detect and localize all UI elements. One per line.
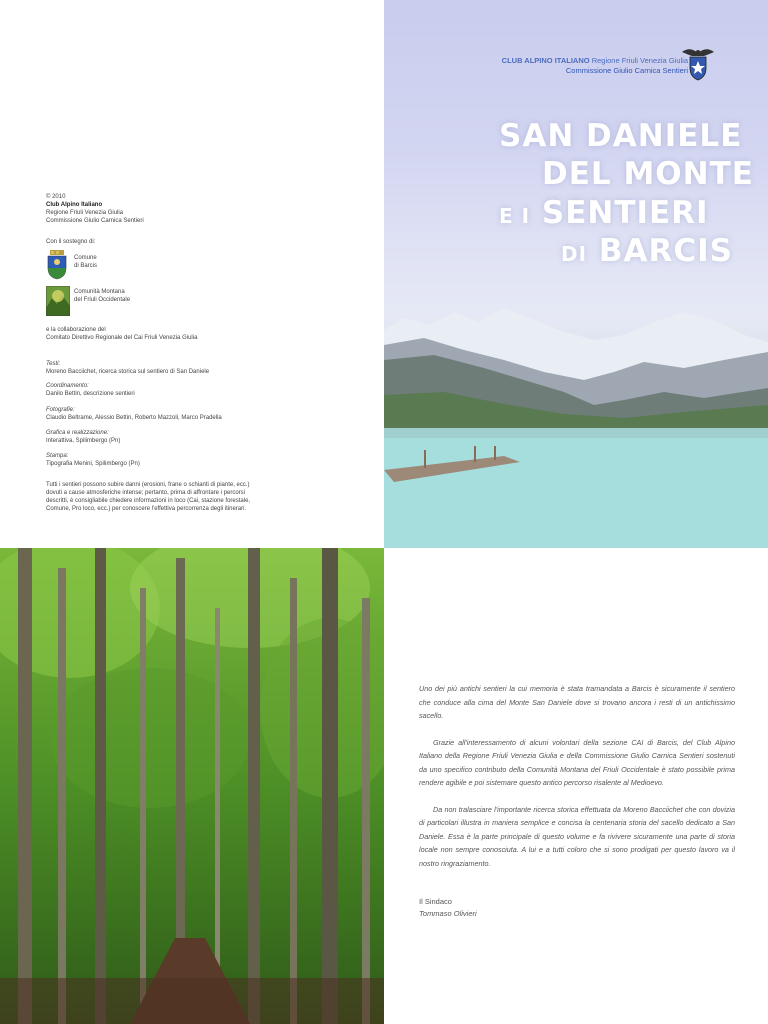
title-line-3-prefix: E I: [499, 204, 531, 228]
coordination-credit: [46, 382, 346, 398]
cai-eagle-logo: [680, 44, 716, 82]
signature-role: Il Sindaco: [419, 897, 452, 906]
signature-block: [419, 896, 477, 920]
sponsor-comunita-line2: del Friuli Occidentale: [74, 297, 131, 303]
title-line-2: DEL MONTE: [542, 156, 754, 192]
copyright-block: [46, 193, 346, 225]
print-value: Tipografia Menini, Spilimbergo (Pn): [46, 461, 140, 467]
title-line-4-prefix: DI: [561, 242, 588, 266]
org-region: Regione Friuli Venezia Giulia: [46, 210, 124, 216]
letter-paragraph-1: Uno dei più antichi sentieri la cui memoria è stata tramandata a Barcis è sicuramente il sentiero che conduce alla cima del Monte San Daniele dove si trovano ancora i resti di un antichissimo sacello.: [419, 684, 735, 720]
title-line-3-main: SENTIERI: [541, 195, 709, 231]
title-line-3: [499, 195, 709, 231]
support-intro: Con il sostegno di:: [46, 239, 96, 245]
photo-value: Claudio Beltrame, Alessio Bettin, Roberto Mazzoli, Marco Pradella: [46, 415, 222, 421]
org-commission: Commissione Giulio Carnica Sentieri: [46, 218, 144, 224]
title-line-4: [561, 233, 733, 269]
coord-value: Danilo Bettin, descrizione sentieri: [46, 391, 135, 397]
sponsor-comunita: [74, 288, 374, 304]
forest-photo: [0, 548, 384, 1024]
graphic-label: Grafica e realizzazione:: [46, 430, 109, 436]
print-label: Stampa:: [46, 453, 69, 459]
lake-landscape-photo: [384, 0, 768, 548]
org-name: Club Alpino Italiano: [46, 202, 103, 208]
disclaimer-line4: Comune, Pro loco, ecc.) per conoscere l'effettiva percorrenza degli itinerari.: [46, 506, 247, 512]
coord-label: Coordinamento:: [46, 383, 89, 389]
sponsor-barcis-line2: di Barcis: [74, 263, 98, 269]
title-line-4-main: BARCIS: [598, 233, 733, 269]
disclaimer-line1: Tutti i sentieri possono subire danni (erosioni, frane o schianti di piante, ecc.): [46, 482, 250, 488]
disclaimer-line2: dovuti a cause atmosferiche intense; pertanto, prima di affrontare i percorsi: [46, 490, 245, 496]
print-credit: [46, 452, 346, 468]
cover-header: [502, 56, 688, 76]
sponsor-barcis: [74, 254, 374, 270]
sponsor-comunita-line1: Comunità Montana: [74, 289, 125, 295]
photo-label: Fotografie:: [46, 407, 75, 413]
texts-value: Moreno Bacciichet, ricerca storica sul sentiero di San Daniele: [46, 369, 210, 375]
mayor-letter-page: [384, 548, 768, 1024]
sponsor-barcis-line1: Comune: [74, 255, 97, 261]
copyright: © 2010: [46, 194, 66, 200]
forest-illustration: [0, 548, 384, 1024]
letter-body: [419, 682, 735, 883]
signature-name: Tommaso Olivieri: [419, 909, 477, 918]
credits-page: [0, 0, 384, 548]
disclaimer: [46, 481, 286, 513]
letter-paragraph-2: Grazie all'interessamento di alcuni volontari della sezione CAI di Barcis, del Club Alpino Italiano della Regione Friuli Venezia Giulia e della Commissione Giulio Carnica Sentieri sostenuti da uno specifico contributo della Comunità Montana del Friuli Occidentale è stato possibile prima rendere agibile e poi sistemare questo antico percorso risalente al Medioevo.: [419, 737, 735, 787]
cover-page: [384, 0, 768, 548]
title-line-1: SAN DANIELE: [499, 118, 743, 154]
photo-credit: [46, 406, 346, 422]
comunita-montana-logo: [46, 286, 70, 316]
letter-paragraph-3: Da non tralasciare l'importante ricerca storica effettuata da Moreno Bacciichet che con dovizia di particolari illustra in maniera semplice e concisa la centenaria storia del sacello dedicato a San Daniele. Essa è la parte principale di questo volume e fa rivivere sicuramente una parte di storia locale non sempre conosciuta. A lui e a tutti coloro che si sono prodigati per questo lavoro va il nostro ringraziamento.: [419, 804, 735, 868]
barcis-coat-of-arms-logo: [46, 250, 70, 280]
collab-line2: Comitato Direttivo Regionale del Cai Friuli Venezia Giulia: [46, 335, 198, 341]
texts-label: Testi:: [46, 361, 61, 367]
collab-line1: e la collaborazione del: [46, 327, 106, 333]
collaboration-block: [46, 326, 346, 342]
cai-region: Regione Friuli Venezia Giulia: [591, 56, 688, 65]
cai-name: CLUB ALPINO ITALIANO: [501, 56, 590, 65]
graphic-credit: [46, 429, 346, 445]
disclaimer-line3: descritti, è consigliabile chiedere informazioni in loco (Cai, stazione forestale,: [46, 498, 251, 504]
graphic-value: Interattiva, Spilimbergo (Pn): [46, 438, 121, 444]
texts-credit: [46, 360, 346, 376]
cai-commission: Commissione Giulio Carnica Sentieri: [565, 66, 688, 75]
